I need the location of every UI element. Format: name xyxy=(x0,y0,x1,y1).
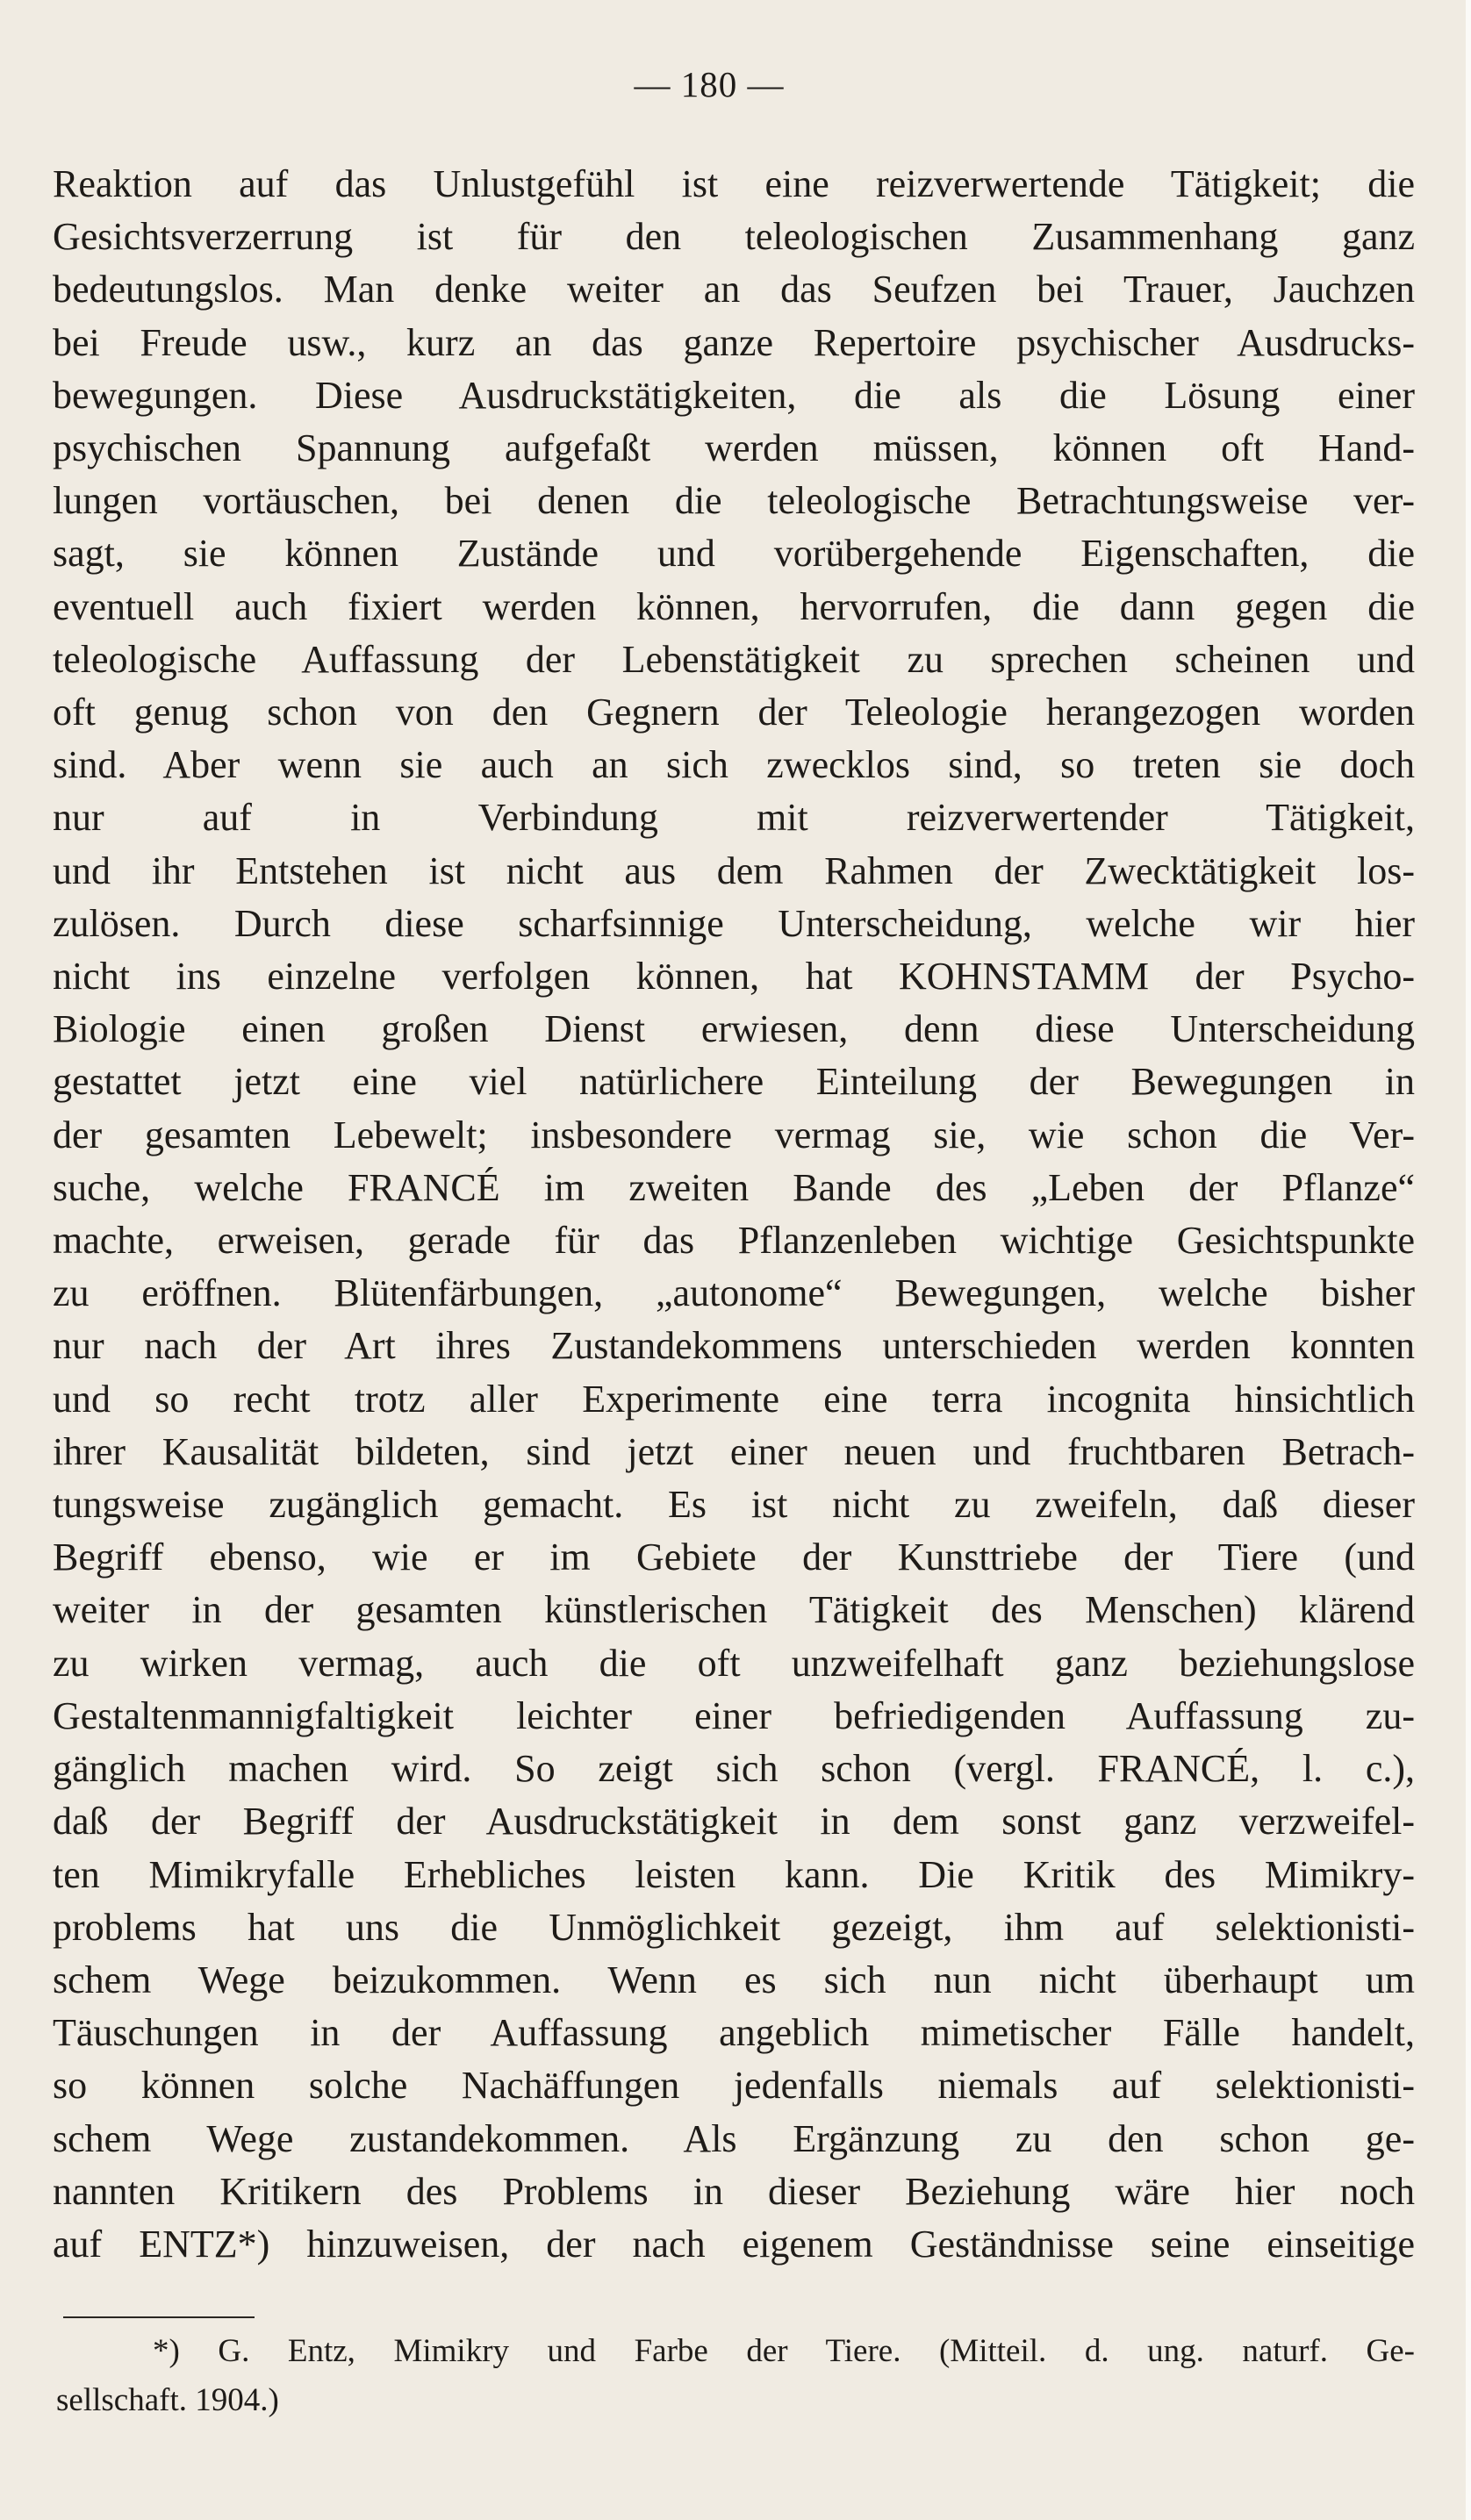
text-line: nur nach der Art ihres Zustandekommens unterschieden werden konnten xyxy=(53,1324,1415,1368)
text-line: sagt, sie können Zustände und vorübergehende Eigenschaften, die xyxy=(53,532,1415,576)
text-line: bewegungen. Diese Ausdruckstätigkeiten, die als die Lösung einer xyxy=(53,373,1415,417)
text-line: nicht ins einzelne verfolgen können, hat KOHNSTAMM der Psycho- xyxy=(53,955,1415,999)
text-line: bedeutungslos. Man denke weiter an das Seufzen bei Trauer, Jauchzen xyxy=(53,268,1415,311)
text-line: zu wirken vermag, auch die oft unzweifelhaft ganz beziehungslose xyxy=(53,1641,1415,1685)
text-line: gänglich machen wird. So zeigt sich schon (vergl. FRANCÉ, l. c.), xyxy=(53,1747,1415,1791)
footnote-line: *) G. Entz, Mimikry und Farbe der Tiere. (Mitteil. d. ung. naturf. Ge- xyxy=(153,2333,1415,2369)
footnote-divider xyxy=(63,2316,255,2318)
text-line: psychischen Spannung aufgefaßt werden müssen, können oft Hand- xyxy=(53,426,1415,470)
text-line: Täuschungen in der Auffassung angeblich mimetischer Fälle handelt, xyxy=(53,2011,1415,2055)
text-line: problems hat uns die Unmöglichkeit gezeigt, ihm auf selektionisti- xyxy=(53,1905,1415,1949)
text-line: machte, erweisen, gerade für das Pflanzenleben wichtige Gesichtspunkte xyxy=(53,1219,1415,1263)
footnote-line: sellschaft. 1904.) xyxy=(56,2382,279,2418)
text-line: der gesamten Lebewelt; insbesondere vermag sie, wie schon die Ver- xyxy=(53,1113,1415,1156)
text-line: tungsweise zugänglich gemacht. Es ist nicht zu zweifeln, daß dieser xyxy=(53,1483,1415,1527)
page-number: — 180 — xyxy=(634,64,785,104)
text-line: nur auf in Verbindung mit reizverwertender Tätigkeit, xyxy=(53,796,1415,840)
text-line: oft genug schon von den Gegnern der Teleologie herangezogen worden xyxy=(53,691,1415,734)
body-text xyxy=(53,158,1415,2271)
text-line: ihrer Kausalität bildeten, sind jetzt einer neuen und fruchtbaren Betrach- xyxy=(53,1429,1415,1473)
text-line: Begriff ebenso, wie er im Gebiete der Kunsttriebe der Tiere (und xyxy=(53,1536,1415,1579)
text-line: lungen vortäuschen, bei denen die teleologische Betrachtungsweise ver- xyxy=(53,479,1415,523)
text-line: schem Wege beizukommen. Wenn es sich nun nicht überhaupt um xyxy=(53,1958,1415,2001)
text-line: gestattet jetzt eine viel natürlichere Einteilung der Bewegungen in xyxy=(53,1060,1415,1104)
text-line: und so recht trotz aller Experimente eine terra incognita hinsichtlich xyxy=(53,1377,1415,1421)
text-line: Gesichtsverzerrung ist für den teleologischen Zusammenhang ganz xyxy=(53,215,1415,259)
text-line: zu eröffnen. Blütenfärbungen, „autonome“ Bewegungen, welche bisher xyxy=(53,1271,1415,1315)
text-line: Reaktion auf das Unlustgefühl ist eine reizverwertende Tätigkeit; die xyxy=(53,162,1415,205)
text-line: sind. Aber wenn sie auch an sich zwecklos sind, so treten sie doch xyxy=(53,743,1415,787)
text-line: zulösen. Durch diese scharfsinnige Unterscheidung, welche wir hier xyxy=(53,901,1415,945)
page-edge xyxy=(1466,0,1471,2520)
text-line: nannten Kritikern des Problems in dieser Beziehung wäre hier noch xyxy=(53,2169,1415,2213)
text-line: suche, welche FRANCÉ im zweiten Bande des „Leben der Pflanze“ xyxy=(53,1165,1415,1209)
text-line: Gestaltenmannigfaltigkeit leichter einer befriedigenden Auffassung zu- xyxy=(53,1693,1415,1737)
text-line: so können solche Nachäffungen jedenfalls niemals auf selektionisti- xyxy=(53,2064,1415,2108)
text-line: eventuell auch fixiert werden können, hervorrufen, die dann gegen die xyxy=(53,584,1415,628)
text-line: daß der Begriff der Ausdruckstätigkeit in dem sonst ganz verzweifel- xyxy=(53,1800,1415,1843)
text-line: ten Mimikryfalle Erhebliches leisten kann. Die Kritik des Mimikry- xyxy=(53,1852,1415,1896)
footnote xyxy=(56,2327,1415,2425)
text-line: und ihr Entstehen ist nicht aus dem Rahmen der Zwecktätigkeit los- xyxy=(53,848,1415,892)
text-line: bei Freude usw., kurz an das ganze Repertoire psychischer Ausdrucks- xyxy=(53,320,1415,364)
text-line: weiter in der gesamten künstlerischen Tätigkeit des Menschen) klärend xyxy=(53,1588,1415,1632)
text-line: schem Wege zustandekommen. Als Ergänzung zu den schon ge- xyxy=(53,2116,1415,2160)
text-line: Biologie einen großen Dienst erwiesen, denn diese Unterscheidung xyxy=(53,1007,1415,1051)
text-line: auf ENTZ*) hinzuweisen, der nach eigenem Geständnisse seine einseitige xyxy=(53,2222,1415,2266)
text-line: teleologische Auffassung der Lebenstätigkeit zu sprechen scheinen und xyxy=(53,637,1415,681)
